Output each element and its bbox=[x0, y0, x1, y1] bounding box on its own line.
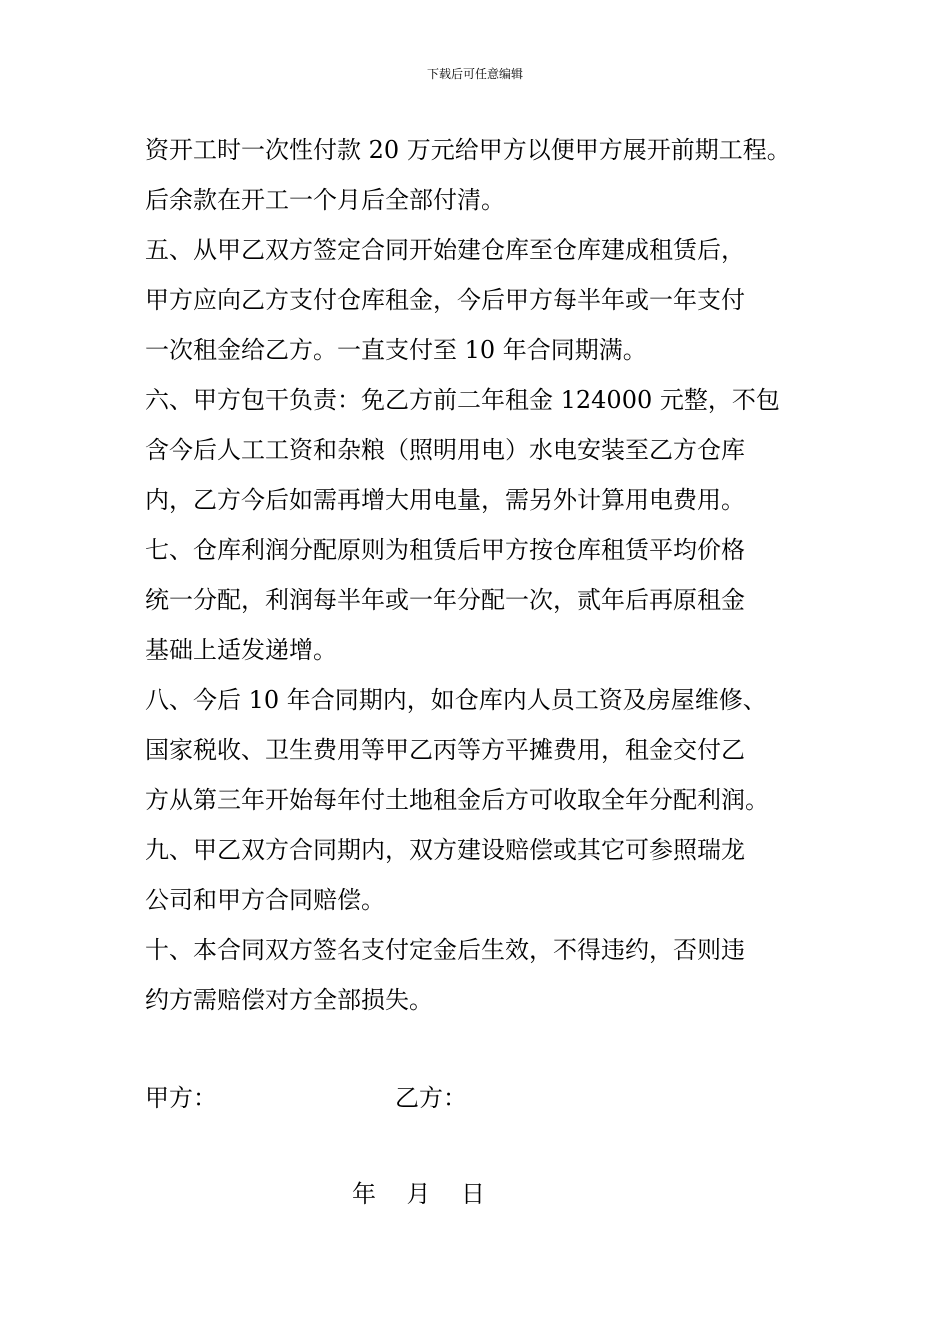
contract-line: 六、甲方包干负责：免乙方前二年租金 124000 元整，不包 bbox=[145, 386, 780, 414]
contract-line: 国家税收、卫生费用等甲乙丙等方平摊费用，租金交付乙 bbox=[145, 736, 745, 764]
contract-line: 内，乙方今后如需再增大用电量，需另外计算用电费用。 bbox=[145, 486, 745, 514]
contract-body bbox=[145, 125, 825, 1025]
party-b-signature-label: 乙方： bbox=[395, 1084, 467, 1112]
date-line: 年 月 日 bbox=[352, 1180, 486, 1208]
page-header-note: 下载后可任意编辑 bbox=[426, 67, 523, 81]
contract-line: 五、从甲乙双方签定合同开始建仓库至仓库建成租赁后， bbox=[145, 236, 745, 264]
contract-line: 资开工时一次性付款 20 万元给甲方以便甲方展开前期工程。 bbox=[145, 136, 791, 164]
contract-line: 九、甲乙双方合同期内，双方建设赔偿或其它可参照瑞龙 bbox=[145, 836, 745, 864]
contract-line: 方从第三年开始每年付土地租金后方可收取全年分配利润。 bbox=[145, 786, 769, 814]
contract-line: 七、仓库利润分配原则为租赁后甲方按仓库租赁平均价格 bbox=[145, 536, 745, 564]
contract-line: 约方需赔偿对方全部损失。 bbox=[145, 986, 433, 1014]
contract-line: 统一分配，利润每半年或一年分配一次，贰年后再原租金 bbox=[145, 586, 745, 614]
contract-line: 公司和甲方合同赔偿。 bbox=[145, 886, 385, 914]
contract-line: 基础上适发递增。 bbox=[145, 636, 337, 664]
contract-line: 十、本合同双方签名支付定金后生效，不得违约，否则违 bbox=[145, 936, 745, 964]
contract-line: 含今后人工工资和杂粮（照明用电）水电安装至乙方仓库 bbox=[145, 436, 745, 464]
contract-line: 后余款在开工一个月后全部付清。 bbox=[145, 186, 505, 214]
contract-line: 八、今后 10 年合同期内，如仓库内人员工资及房屋维修、 bbox=[145, 686, 767, 714]
party-a-signature-label: 甲方： bbox=[145, 1084, 217, 1112]
contract-line: 甲方应向乙方支付仓库租金，今后甲方每半年或一年支付 bbox=[145, 286, 745, 314]
contract-line: 一次租金给乙方。一直支付至 10 年合同期满。 bbox=[145, 336, 647, 364]
